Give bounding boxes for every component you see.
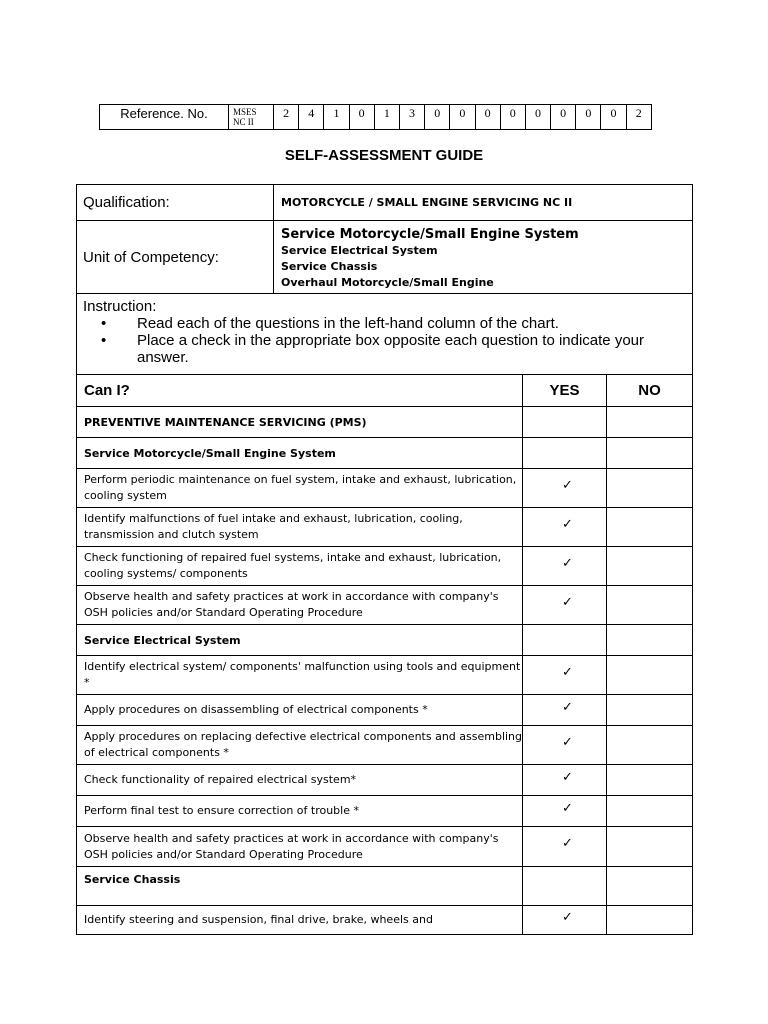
question-text: Check functioning of repaired fuel systems, intake and exhaust, lubrication, cooling systems/ components xyxy=(77,547,523,586)
header-yes: YES xyxy=(523,375,607,407)
table-row xyxy=(77,726,693,765)
question-text: Apply procedures on replacing defective electrical components and assembling of electrical components * xyxy=(77,726,523,765)
qualification-label: Qualification: xyxy=(77,185,274,221)
check-icon: ✓ xyxy=(562,769,573,785)
reference-digit: 0 xyxy=(500,105,525,130)
reference-digit: 3 xyxy=(399,105,424,130)
yes-cell[interactable] xyxy=(523,906,607,935)
question-text: Perform periodic maintenance on fuel system, intake and exhaust, lubrication, cooling system xyxy=(77,469,523,508)
yes-cell[interactable] xyxy=(523,469,607,508)
bullet-icon: • xyxy=(101,332,107,349)
check-icon: ✓ xyxy=(562,664,573,680)
check-icon: ✓ xyxy=(562,516,573,532)
section-heading: Service Electrical System xyxy=(77,625,523,656)
instruction-row xyxy=(77,294,693,375)
self-assessment-table xyxy=(76,184,693,935)
table-row xyxy=(77,827,693,867)
yes-cell[interactable] xyxy=(523,656,607,695)
check-icon: ✓ xyxy=(562,699,573,715)
unit-sub: Service Electrical System xyxy=(281,243,438,257)
yes-cell[interactable] xyxy=(523,867,607,906)
section-row xyxy=(77,438,693,469)
header-can-i: Can I? xyxy=(77,375,523,407)
section-heading: PREVENTIVE MAINTENANCE SERVICING (PMS) xyxy=(77,407,523,438)
yes-cell[interactable] xyxy=(523,508,607,547)
instruction-heading: Instruction: xyxy=(83,298,157,315)
instruction-item: • Place a check in the appropriate box opposite each question to indicate your answer. xyxy=(101,332,644,366)
yes-cell[interactable] xyxy=(523,796,607,827)
table-row xyxy=(77,508,693,547)
qualification-value: MOTORCYCLE / SMALL ENGINE SERVICING NC II xyxy=(274,185,693,221)
question-text: Observe health and safety practices at work in accordance with company's OSH policies and/or Standard Operating Procedure xyxy=(77,586,523,625)
reference-digit: 0 xyxy=(576,105,601,130)
no-cell[interactable] xyxy=(607,796,693,827)
reference-digit: 1 xyxy=(374,105,399,130)
yes-cell[interactable] xyxy=(523,726,607,765)
question-text: Identify malfunctions of fuel intake and exhaust, lubrication, cooling, transmission and clutch system xyxy=(77,508,523,547)
yes-cell[interactable] xyxy=(523,586,607,625)
reference-digit: 0 xyxy=(551,105,576,130)
check-icon: ✓ xyxy=(562,555,573,571)
yes-cell[interactable] xyxy=(523,438,607,469)
yes-cell[interactable] xyxy=(523,625,607,656)
check-icon: ✓ xyxy=(562,594,573,610)
reference-digit: 0 xyxy=(450,105,475,130)
no-cell[interactable] xyxy=(607,586,693,625)
section-row xyxy=(77,867,693,906)
question-text: Apply procedures on disassembling of electrical components * xyxy=(77,695,523,726)
no-cell[interactable] xyxy=(607,827,693,867)
reference-digit: 2 xyxy=(626,105,651,130)
check-icon: ✓ xyxy=(562,909,573,925)
yes-cell[interactable] xyxy=(523,765,607,796)
check-icon: ✓ xyxy=(562,734,573,750)
yes-cell[interactable] xyxy=(523,407,607,438)
reference-digit: 1 xyxy=(324,105,349,130)
no-cell[interactable] xyxy=(607,625,693,656)
check-icon: ✓ xyxy=(562,477,573,493)
reference-number-table xyxy=(99,104,652,130)
question-text: Observe health and safety practices at work in accordance with company's OSH policies and/or Standard Operating Procedure xyxy=(77,827,523,867)
question-text: Identify electrical system/ components' malfunction using tools and equipment * xyxy=(77,656,523,695)
reference-digit: 2 xyxy=(274,105,299,130)
question-text: Perform final test to ensure correction of trouble * xyxy=(77,796,523,827)
reference-digit: 4 xyxy=(299,105,324,130)
reference-label: Reference. No. xyxy=(100,105,229,130)
unit-sub: Overhaul Motorcycle/Small Engine xyxy=(281,275,494,289)
yes-cell[interactable] xyxy=(523,827,607,867)
bullet-icon: • xyxy=(101,315,107,332)
section-heading: Service Motorcycle/Small Engine System xyxy=(77,438,523,469)
table-row xyxy=(77,796,693,827)
section-heading: Service Chassis xyxy=(77,867,523,906)
qualification-row xyxy=(77,185,693,221)
question-text: Check functionality of repaired electrical system* xyxy=(77,765,523,796)
instruction-box xyxy=(77,294,693,375)
check-icon: ✓ xyxy=(562,836,573,851)
no-cell[interactable] xyxy=(607,726,693,765)
reference-digit: 0 xyxy=(601,105,626,130)
no-cell[interactable] xyxy=(607,469,693,508)
table-row xyxy=(77,695,693,726)
instruction-item: • Read each of the questions in the left-hand column of the chart. xyxy=(101,315,559,332)
table-row xyxy=(77,586,693,625)
table-row xyxy=(77,656,693,695)
yes-cell[interactable] xyxy=(523,547,607,586)
reference-digit: 0 xyxy=(475,105,500,130)
unit-title: Service Motorcycle/Small Engine System xyxy=(281,226,579,242)
yes-cell[interactable] xyxy=(523,695,607,726)
reference-code: MSES NC II xyxy=(229,105,274,130)
table-row xyxy=(77,469,693,508)
header-row xyxy=(77,375,693,407)
question-text: Identify steering and suspension, final drive, brake, wheels and xyxy=(77,906,523,935)
no-cell[interactable] xyxy=(607,656,693,695)
no-cell[interactable] xyxy=(607,438,693,469)
check-icon: ✓ xyxy=(562,800,573,816)
no-cell[interactable] xyxy=(607,547,693,586)
no-cell[interactable] xyxy=(607,508,693,547)
reference-digit: 0 xyxy=(349,105,374,130)
no-cell[interactable] xyxy=(607,765,693,796)
unit-sub: Service Chassis xyxy=(281,259,378,273)
reference-digit: 0 xyxy=(425,105,450,130)
table-row xyxy=(77,547,693,586)
table-row xyxy=(77,906,693,935)
table-row xyxy=(77,765,693,796)
reference-digit: 0 xyxy=(525,105,550,130)
no-cell[interactable] xyxy=(607,867,693,906)
section-row xyxy=(77,407,693,438)
instruction-list xyxy=(83,315,686,366)
unit-row xyxy=(77,221,693,294)
unit-label: Unit of Competency: xyxy=(77,221,274,294)
header-no: NO xyxy=(607,375,693,407)
no-cell[interactable] xyxy=(607,906,693,935)
section-row xyxy=(77,625,693,656)
no-cell[interactable] xyxy=(607,695,693,726)
no-cell[interactable] xyxy=(607,407,693,438)
page-title: SELF-ASSESSMENT GUIDE xyxy=(284,147,484,164)
unit-value xyxy=(274,221,693,294)
